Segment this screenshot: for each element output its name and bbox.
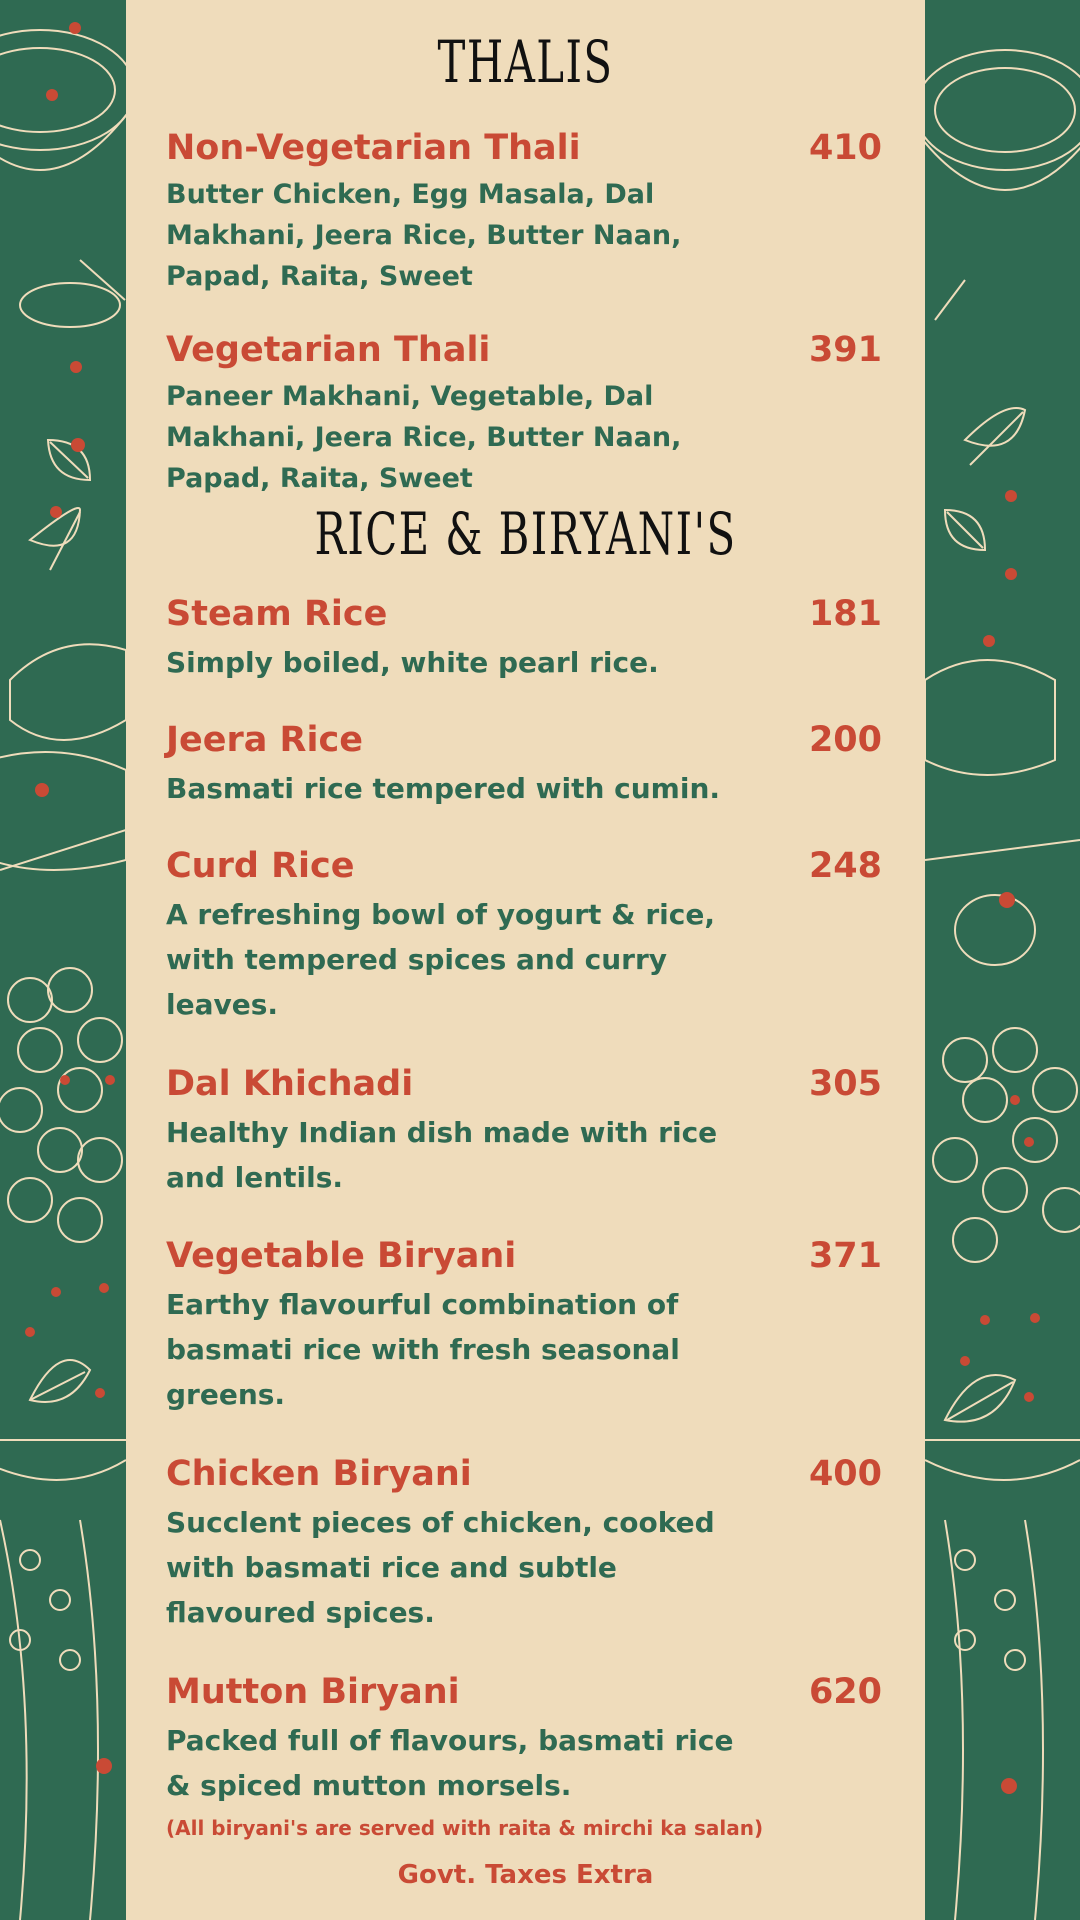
grapes-illustration: [0, 968, 122, 1242]
item-description: Healthy Indian dish made with rice and lentils.: [166, 1116, 718, 1194]
bowl-illustration: [0, 30, 126, 327]
left-food-illustrations: [0, 0, 126, 1920]
rice-biryani-section-title: RICE & BIRYANI'S: [314, 500, 737, 568]
item-description: Simply boiled, white pearl rice.: [166, 646, 659, 679]
item-name: Vegetarian Thali: [166, 330, 491, 370]
item-price: 620: [808, 1672, 882, 1712]
menu-item-dal-khichadi: [166, 1064, 886, 1200]
item-name: Mutton Biryani: [166, 1672, 460, 1712]
bread-illustration: [0, 644, 126, 870]
item-description: Paneer Makhani, Vegetable, Dal Makhani, Jeera Rice, Butter Naan, Papad, Raita, Sweet: [166, 381, 682, 494]
pot-illustration: [0, 1440, 126, 1920]
menu-item-chicken-biryani: [166, 1454, 886, 1635]
menu-panel: [126, 0, 925, 1920]
item-description: Packed full of flavours, basmati rice & spiced mutton morsels.: [166, 1724, 734, 1802]
item-price: 248: [808, 846, 882, 886]
item-name: Non-Vegetarian Thali: [166, 128, 581, 168]
leaf-icon: [965, 408, 1025, 465]
right-decor-strip: [925, 0, 1080, 1920]
leaf-icon: [945, 510, 985, 550]
menu-item-mutton-biryani: [166, 1672, 886, 1808]
item-name: Vegetable Biryani: [166, 1236, 517, 1276]
bowl-illustration: [925, 50, 1080, 320]
item-description: A refreshing bowl of yogurt & rice, with tempered spices and curry leaves.: [166, 898, 715, 1021]
item-name: Chicken Biryani: [166, 1454, 472, 1494]
taxes-footer: Govt. Taxes Extra: [397, 1860, 654, 1890]
thalis-section-title: THALIS: [437, 28, 614, 96]
item-price: 181: [808, 594, 882, 634]
item-price: 371: [808, 1236, 882, 1276]
leaf-icon: [30, 1360, 90, 1402]
item-price: 305: [808, 1064, 882, 1104]
item-description: Succlent pieces of chicken, cooked with basmati rice and subtle flavoured spices.: [166, 1506, 715, 1629]
grapes-illustration: [933, 1028, 1080, 1262]
pot-illustration: [925, 1440, 1080, 1920]
menu-item-veg-thali: [166, 330, 886, 499]
item-description: Earthy flavourful combination of basmati rice with fresh seasonal greens.: [166, 1288, 680, 1411]
menu-item-jeera-rice: [166, 720, 886, 811]
leaf-icon: [945, 1375, 1015, 1422]
item-price: 400: [808, 1454, 882, 1494]
item-price: 391: [808, 330, 882, 370]
item-price: 410: [808, 128, 882, 168]
item-name: Jeera Rice: [166, 720, 363, 760]
menu-item-non-veg-thali: [166, 128, 886, 297]
item-name: Steam Rice: [166, 594, 388, 634]
menu-item-steam-rice: [166, 594, 886, 685]
item-description: Butter Chicken, Egg Masala, Dal Makhani, Jeera Rice, Butter Naan, Papad, Raita, Sweet: [166, 179, 682, 292]
item-price: 200: [808, 720, 882, 760]
menu-item-curd-rice: [166, 846, 886, 1027]
biryani-serving-note: (All biryani's are served with raita & mirchi ka salan): [166, 1816, 764, 1840]
right-food-illustrations: [925, 0, 1080, 1920]
bread-illustration: [925, 660, 1080, 965]
menu-item-vegetable-biryani: [166, 1236, 886, 1417]
left-decor-strip: [0, 0, 126, 1920]
item-description: Basmati rice tempered with cumin.: [166, 772, 721, 805]
item-name: Curd Rice: [166, 846, 355, 886]
item-name: Dal Khichadi: [166, 1064, 414, 1104]
